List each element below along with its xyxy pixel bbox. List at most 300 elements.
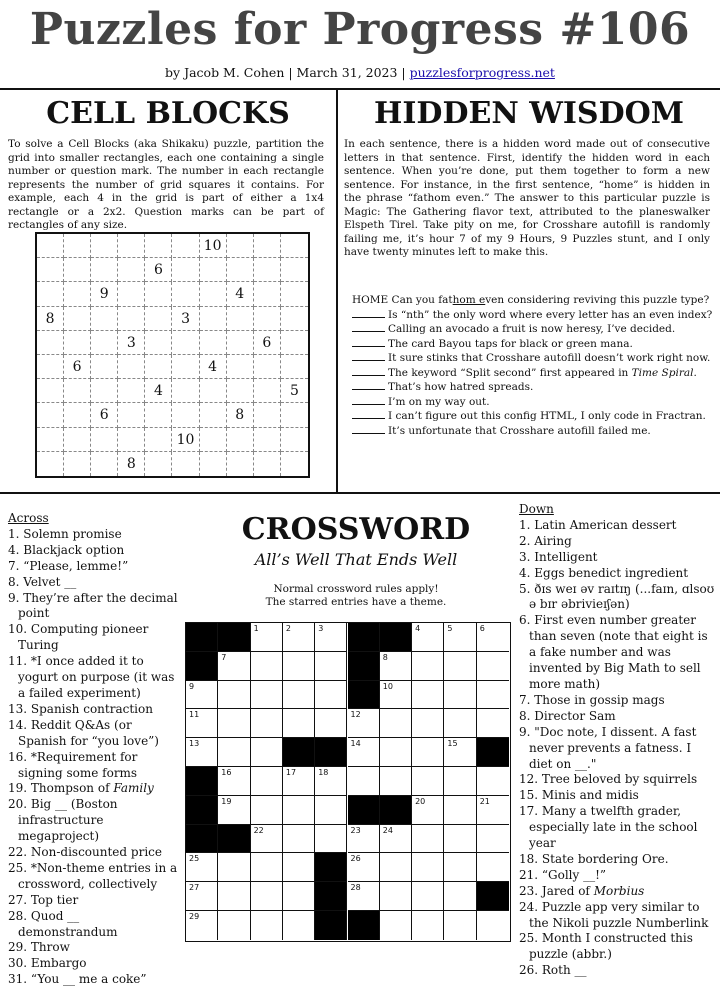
clue-text: 17. Many a twelfth grader, especially late in the school year [519, 804, 698, 851]
crossword-cell[interactable] [412, 796, 444, 825]
crossword-cell[interactable] [380, 853, 412, 882]
clue-text: 16. *Requirement for signing some forms [8, 749, 138, 780]
crossword-cell[interactable] [444, 709, 476, 738]
across-clue [8, 956, 180, 972]
shikaku-cell[interactable]: 8 [227, 403, 254, 427]
crossword-cell[interactable] [283, 882, 315, 911]
hidden-wisdom-sentence [352, 380, 702, 395]
crossword-cell[interactable] [477, 911, 509, 940]
crossword-cell[interactable] [218, 767, 250, 796]
shikaku-cell[interactable] [64, 282, 91, 306]
shikaku-cell[interactable] [254, 307, 281, 331]
crossword-cell[interactable] [412, 825, 444, 854]
shikaku-cell[interactable] [37, 379, 64, 403]
crossword-cell[interactable] [380, 681, 412, 710]
shikaku-cell[interactable] [281, 428, 308, 452]
shikaku-cell[interactable] [254, 379, 281, 403]
crossword-cell[interactable] [218, 738, 250, 767]
shikaku-cell[interactable]: 6 [254, 331, 281, 355]
crossword-cell[interactable] [348, 767, 380, 796]
crossword-cell[interactable] [348, 882, 380, 911]
crossword-cell[interactable] [477, 652, 509, 681]
clue-text: 9. They’re after the decimal point [8, 590, 178, 621]
answer-blank[interactable] [352, 409, 385, 419]
crossword-cell[interactable] [186, 738, 218, 767]
crossword-cell[interactable] [444, 767, 476, 796]
shikaku-cell[interactable] [173, 355, 200, 379]
crossword-cell[interactable] [380, 738, 412, 767]
across-clue [8, 909, 180, 941]
shikaku-cell[interactable] [145, 282, 172, 306]
crossword-cell[interactable] [251, 738, 283, 767]
clue-number: 21 [479, 796, 490, 806]
shikaku-cell[interactable] [173, 379, 200, 403]
black-square [348, 623, 380, 652]
answer-blank[interactable] [352, 308, 385, 318]
clue-number: 28 [350, 883, 361, 893]
shikaku-cell[interactable] [227, 379, 254, 403]
crossword-cell[interactable] [477, 796, 509, 825]
across-clue [8, 893, 180, 909]
crossword-cell[interactable] [412, 652, 444, 681]
shikaku-cell[interactable] [37, 452, 64, 476]
across-clue [8, 718, 180, 750]
crossword-title: CROSSWORD [241, 512, 471, 547]
shikaku-cell[interactable] [37, 258, 64, 282]
black-square [477, 882, 509, 911]
crossword-cell[interactable] [315, 825, 347, 854]
shikaku-cell[interactable]: 9 [91, 282, 118, 306]
clue-number: 1 [253, 624, 259, 633]
clue-italic: Morbius [593, 883, 645, 898]
example-sentence [352, 294, 710, 308]
shikaku-cell[interactable]: 3 [118, 331, 145, 355]
shikaku-cell[interactable] [37, 355, 64, 379]
crossword-cell[interactable] [283, 853, 315, 882]
shikaku-cell[interactable] [200, 282, 227, 306]
across-clue [8, 622, 180, 654]
clue-text: 31. “You __ me a coke” [8, 972, 147, 987]
crossword-subtitle: All’s Well That Ends Well [254, 550, 458, 569]
shikaku-cell[interactable] [200, 331, 227, 355]
crossword-cell[interactable] [283, 911, 315, 940]
clue-text: 3. Intelligent [519, 549, 598, 564]
down-clue [519, 518, 715, 534]
clue-text: 26. Roth __ [519, 963, 587, 978]
crossword-cell[interactable] [412, 738, 444, 767]
shikaku-cell[interactable]: 3 [173, 307, 200, 331]
shikaku-cell[interactable] [64, 307, 91, 331]
down-clue [519, 693, 715, 709]
crossword-cell[interactable] [251, 709, 283, 738]
crossword-cell[interactable] [315, 652, 347, 681]
example-post: ven considering reviving this puzzle type? [485, 294, 710, 306]
shikaku-cell[interactable] [145, 234, 172, 258]
hidden-wisdom-sentence [352, 366, 702, 381]
black-square [315, 853, 347, 882]
black-square [348, 796, 380, 825]
shikaku-cell[interactable] [118, 258, 145, 282]
across-clue [8, 861, 180, 893]
clue-number: 16 [221, 768, 232, 777]
black-square [477, 738, 509, 767]
across-clue [8, 654, 180, 702]
crossword-cell[interactable] [315, 681, 347, 710]
shikaku-cell[interactable] [254, 282, 281, 306]
shikaku-grid[interactable] [35, 232, 310, 478]
shikaku-cell[interactable] [254, 234, 281, 258]
across-clue [8, 591, 180, 623]
page-title: Puzzles for Progress #106 [29, 4, 691, 55]
shikaku-cell[interactable] [281, 258, 308, 282]
byline [0, 65, 720, 80]
crossword-cell[interactable] [186, 882, 218, 911]
shikaku-cell[interactable] [118, 355, 145, 379]
clue-text: 2. Airing [519, 533, 572, 548]
clue-text: 5. ðɪs weɪ əv raɪtɪŋ (...faɪn, ɑlsoʊ ə bɪr əbriviеɪʃən) [519, 581, 715, 612]
shikaku-cell[interactable] [173, 331, 200, 355]
crossword-cell[interactable] [218, 796, 250, 825]
crossword-cell[interactable] [412, 911, 444, 940]
crossword-cell[interactable] [251, 882, 283, 911]
clue-number: 6 [479, 624, 485, 633]
clue-number: 13 [189, 739, 200, 749]
down-clue [519, 566, 715, 582]
clue-number: 5 [447, 624, 453, 633]
crossword-cell[interactable] [380, 911, 412, 940]
shikaku-cell[interactable] [118, 428, 145, 452]
down-clue [519, 804, 715, 852]
shikaku-cell[interactable] [200, 258, 227, 282]
shikaku-cell[interactable]: 6 [91, 403, 118, 427]
example-answer: HOME [352, 294, 389, 306]
black-square [380, 796, 412, 825]
shikaku-cell[interactable] [145, 403, 172, 427]
shikaku-cell[interactable] [227, 452, 254, 476]
crossword-cell[interactable] [477, 623, 509, 652]
crossword-cell[interactable] [283, 709, 315, 738]
crossword-cell[interactable] [380, 882, 412, 911]
shikaku-cell[interactable] [118, 403, 145, 427]
down-clue [519, 884, 715, 900]
clue-text: 30. Embargo [8, 956, 87, 971]
shikaku-cell[interactable]: 10 [173, 428, 200, 452]
clue-text: 12. Tree beloved by squirrels [519, 772, 698, 787]
shikaku-cell[interactable] [254, 452, 281, 476]
down-header: Down [519, 502, 554, 516]
crossword-cell[interactable] [477, 853, 509, 882]
down-clue [519, 788, 715, 804]
shikaku-cell[interactable] [254, 355, 281, 379]
crossword-cell[interactable] [315, 623, 347, 652]
sentence-text: Is “nth” the only word where every letter has an even index? [388, 308, 713, 321]
crossword-cell[interactable] [251, 681, 283, 710]
shikaku-cell[interactable] [200, 403, 227, 427]
crossword-cell[interactable] [380, 825, 412, 854]
shikaku-cell[interactable] [281, 452, 308, 476]
shikaku-cell[interactable] [145, 452, 172, 476]
hidden-wisdom-sentences [352, 294, 713, 438]
shikaku-cell[interactable] [64, 379, 91, 403]
answer-blank[interactable] [352, 351, 385, 361]
across-header: Across [8, 511, 49, 525]
shikaku-cell[interactable] [91, 331, 118, 355]
crossword-cell[interactable] [412, 623, 444, 652]
shikaku-cell[interactable] [173, 258, 200, 282]
shikaku-cell[interactable] [145, 307, 172, 331]
across-clue [8, 702, 180, 718]
shikaku-cell[interactable] [281, 307, 308, 331]
shikaku-cell[interactable] [227, 258, 254, 282]
shikaku-cell[interactable] [37, 282, 64, 306]
shikaku-cell[interactable]: 4 [145, 379, 172, 403]
clue-number: 15 [447, 739, 458, 749]
sentence-italic: Time Spiral [631, 366, 694, 379]
crossword-cell[interactable] [380, 709, 412, 738]
hidden-wisdom-sentence [352, 409, 706, 424]
shikaku-cell[interactable] [118, 379, 145, 403]
shikaku-cell[interactable] [281, 403, 308, 427]
down-clue [519, 852, 715, 868]
answer-blank[interactable] [352, 380, 385, 390]
crossword-cell[interactable] [251, 911, 283, 940]
crossword-cell[interactable] [218, 882, 250, 911]
crossword-cell[interactable] [412, 709, 444, 738]
crossword-cell[interactable] [186, 681, 218, 710]
crossword-cell[interactable] [251, 652, 283, 681]
black-square [218, 623, 250, 652]
crossword-cell[interactable] [444, 882, 476, 911]
shikaku-cell[interactable] [64, 452, 91, 476]
crossword-cell[interactable] [412, 853, 444, 882]
clue-text: 25. Month I constructed this puzzle (abbr.) [519, 931, 693, 962]
crossword-cell[interactable] [218, 681, 250, 710]
shikaku-cell[interactable] [281, 355, 308, 379]
answer-blank[interactable] [352, 424, 385, 434]
clue-text: 20. Big __ (Boston infrastructure megaproject) [8, 797, 118, 844]
crossword-cell[interactable] [251, 623, 283, 652]
hidden-wisdom-sentence [352, 424, 702, 439]
clue-text: 4. Blackjack option [8, 542, 125, 557]
shikaku-cell[interactable] [281, 331, 308, 355]
byline-text: by Jacob M. Cohen | March 31, 2023 | [165, 65, 410, 80]
clue-number: 12 [350, 710, 361, 720]
shikaku-cell[interactable] [173, 403, 200, 427]
crossword-cell[interactable] [283, 681, 315, 710]
crossword-cell[interactable] [412, 681, 444, 710]
shikaku-cell[interactable] [91, 452, 118, 476]
shikaku-cell[interactable] [173, 452, 200, 476]
answer-blank[interactable] [352, 322, 385, 332]
shikaku-cell[interactable] [145, 355, 172, 379]
clue-number: 17 [285, 768, 297, 777]
crossword-cell[interactable] [218, 709, 250, 738]
black-square [348, 681, 380, 710]
crossword-cell[interactable] [477, 681, 509, 710]
shikaku-cell[interactable]: 6 [64, 355, 91, 379]
shikaku-cell[interactable] [227, 331, 254, 355]
clue-number: 3 [318, 624, 324, 633]
crossword-cell[interactable] [251, 796, 283, 825]
clue-text: 7. Those in gossip mags [519, 692, 665, 707]
answer-blank[interactable] [352, 366, 385, 376]
clue-text: 21. “Golly __!” [519, 867, 607, 882]
crossword-cell[interactable] [444, 681, 476, 710]
crossword-cell[interactable] [380, 767, 412, 796]
crossword-cell[interactable] [477, 709, 509, 738]
crossword-cell[interactable] [444, 853, 476, 882]
crossword-cell[interactable] [186, 911, 218, 940]
shikaku-cell[interactable] [254, 428, 281, 452]
clue-text: 19. Thompson of [8, 781, 114, 796]
shikaku-cell[interactable] [200, 307, 227, 331]
hidden-wisdom-sentence [352, 322, 702, 337]
crossword-cell[interactable] [348, 738, 380, 767]
clue-text: 28. Quod __ demonstrandum [8, 908, 118, 939]
shikaku-cell[interactable] [145, 428, 172, 452]
shikaku-cell[interactable] [118, 282, 145, 306]
shikaku-cell[interactable] [91, 234, 118, 258]
crossword-cell[interactable] [444, 911, 476, 940]
crossword-cell[interactable] [251, 825, 283, 854]
crossword-cell[interactable] [283, 623, 315, 652]
black-square [186, 796, 218, 825]
clue-text: 4. Eggs benedict ingredient [519, 565, 689, 580]
shikaku-cell[interactable] [254, 258, 281, 282]
shikaku-cell[interactable] [37, 403, 64, 427]
shikaku-cell[interactable] [91, 428, 118, 452]
across-clue [8, 781, 180, 797]
crossword-cell[interactable] [444, 738, 476, 767]
clue-text: 18. State bordering Ore. [519, 851, 669, 866]
shikaku-cell[interactable] [91, 307, 118, 331]
across-clue [8, 972, 180, 988]
shikaku-cell[interactable] [200, 379, 227, 403]
crossword-cell[interactable] [283, 767, 315, 796]
shikaku-cell[interactable]: 4 [200, 355, 227, 379]
crossword-cell[interactable] [218, 911, 250, 940]
answer-blank[interactable] [352, 337, 385, 347]
crossword-cell[interactable] [186, 853, 218, 882]
black-square [186, 652, 218, 681]
black-square [348, 652, 380, 681]
clue-text: 29. Throw [8, 940, 70, 955]
down-clue [519, 868, 715, 884]
crossword-cell[interactable] [186, 709, 218, 738]
shikaku-cell[interactable] [254, 403, 281, 427]
crossword-grid[interactable] [185, 622, 511, 942]
answer-blank[interactable] [352, 395, 385, 405]
shikaku-cell[interactable] [145, 331, 172, 355]
shikaku-cell[interactable] [91, 379, 118, 403]
crossword-cell[interactable] [283, 652, 315, 681]
shikaku-cell[interactable]: 8 [37, 307, 64, 331]
shikaku-cell[interactable] [37, 331, 64, 355]
shikaku-cell[interactable] [64, 331, 91, 355]
sentence-text: I can’t figure out this config HTML, I only code in Fractran. [388, 410, 706, 422]
crossword-cell[interactable] [218, 853, 250, 882]
shikaku-cell[interactable] [200, 452, 227, 476]
shikaku-cell[interactable] [200, 428, 227, 452]
cell-blocks-title: CELL BLOCKS [46, 96, 290, 131]
clue-number: 2 [285, 624, 291, 633]
crossword-cell[interactable] [444, 796, 476, 825]
shikaku-cell[interactable] [91, 355, 118, 379]
crossword-cell[interactable] [315, 767, 347, 796]
shikaku-cell[interactable] [227, 428, 254, 452]
shikaku-cell[interactable] [64, 428, 91, 452]
crossword-cell[interactable] [444, 825, 476, 854]
site-link[interactable]: puzzlesforprogress.net [409, 65, 555, 80]
black-square [315, 882, 347, 911]
clue-text: 8. Velvet __ [8, 574, 77, 589]
shikaku-cell[interactable]: 8 [118, 452, 145, 476]
crossword-cell[interactable] [251, 853, 283, 882]
crossword-cell[interactable] [477, 767, 509, 796]
crossword-cell[interactable] [380, 652, 412, 681]
crossword-cell[interactable] [348, 853, 380, 882]
shikaku-cell[interactable] [227, 234, 254, 258]
sentence-text: The card Bayou taps for black or green mana. [388, 337, 633, 350]
crossword-cell[interactable] [315, 796, 347, 825]
clue-number: 23 [350, 825, 361, 835]
crossword-cell[interactable] [412, 767, 444, 796]
shikaku-cell[interactable] [281, 282, 308, 306]
shikaku-cell[interactable]: 5 [281, 379, 308, 403]
clue-text: 22. Non-discounted price [8, 845, 162, 860]
crossword-cell[interactable] [412, 882, 444, 911]
sentence-text: It’s unfortunate that Crosshare autofill failed me. [388, 424, 651, 437]
shikaku-cell[interactable] [64, 403, 91, 427]
clue-number: 22 [253, 825, 264, 835]
shikaku-cell[interactable] [173, 234, 200, 258]
shikaku-cell[interactable] [64, 258, 91, 282]
clue-number: 20 [415, 796, 426, 806]
clue-number: 8 [382, 652, 388, 662]
crossword-cell[interactable] [477, 825, 509, 854]
crossword-cell[interactable] [283, 825, 315, 854]
shikaku-cell[interactable] [64, 234, 91, 258]
down-clue [519, 534, 715, 550]
shikaku-cell[interactable] [227, 355, 254, 379]
crossword-cell[interactable] [348, 825, 380, 854]
shikaku-cell[interactable]: 6 [145, 258, 172, 282]
shikaku-cell[interactable] [227, 307, 254, 331]
shikaku-cell[interactable] [91, 258, 118, 282]
shikaku-cell[interactable] [281, 234, 308, 258]
shikaku-cell[interactable]: 4 [227, 282, 254, 306]
shikaku-cell[interactable] [118, 234, 145, 258]
crossword-cell[interactable] [283, 796, 315, 825]
black-square [218, 825, 250, 854]
shikaku-cell[interactable]: 10 [200, 234, 227, 258]
shikaku-cell[interactable] [37, 234, 64, 258]
crossword-cell[interactable] [348, 709, 380, 738]
clue-number: 24 [382, 825, 393, 835]
shikaku-cell[interactable] [37, 428, 64, 452]
crossword-cell[interactable] [444, 652, 476, 681]
sentence-post: . [693, 366, 697, 379]
down-clue [519, 709, 715, 725]
clue-text: 27. Top tier [8, 892, 79, 907]
crossword-cell[interactable] [251, 767, 283, 796]
crossword-cell[interactable] [218, 652, 250, 681]
crossword-cell[interactable] [315, 709, 347, 738]
shikaku-cell[interactable] [118, 307, 145, 331]
black-square [348, 911, 380, 940]
crossword-cell[interactable] [444, 623, 476, 652]
shikaku-cell[interactable] [173, 282, 200, 306]
